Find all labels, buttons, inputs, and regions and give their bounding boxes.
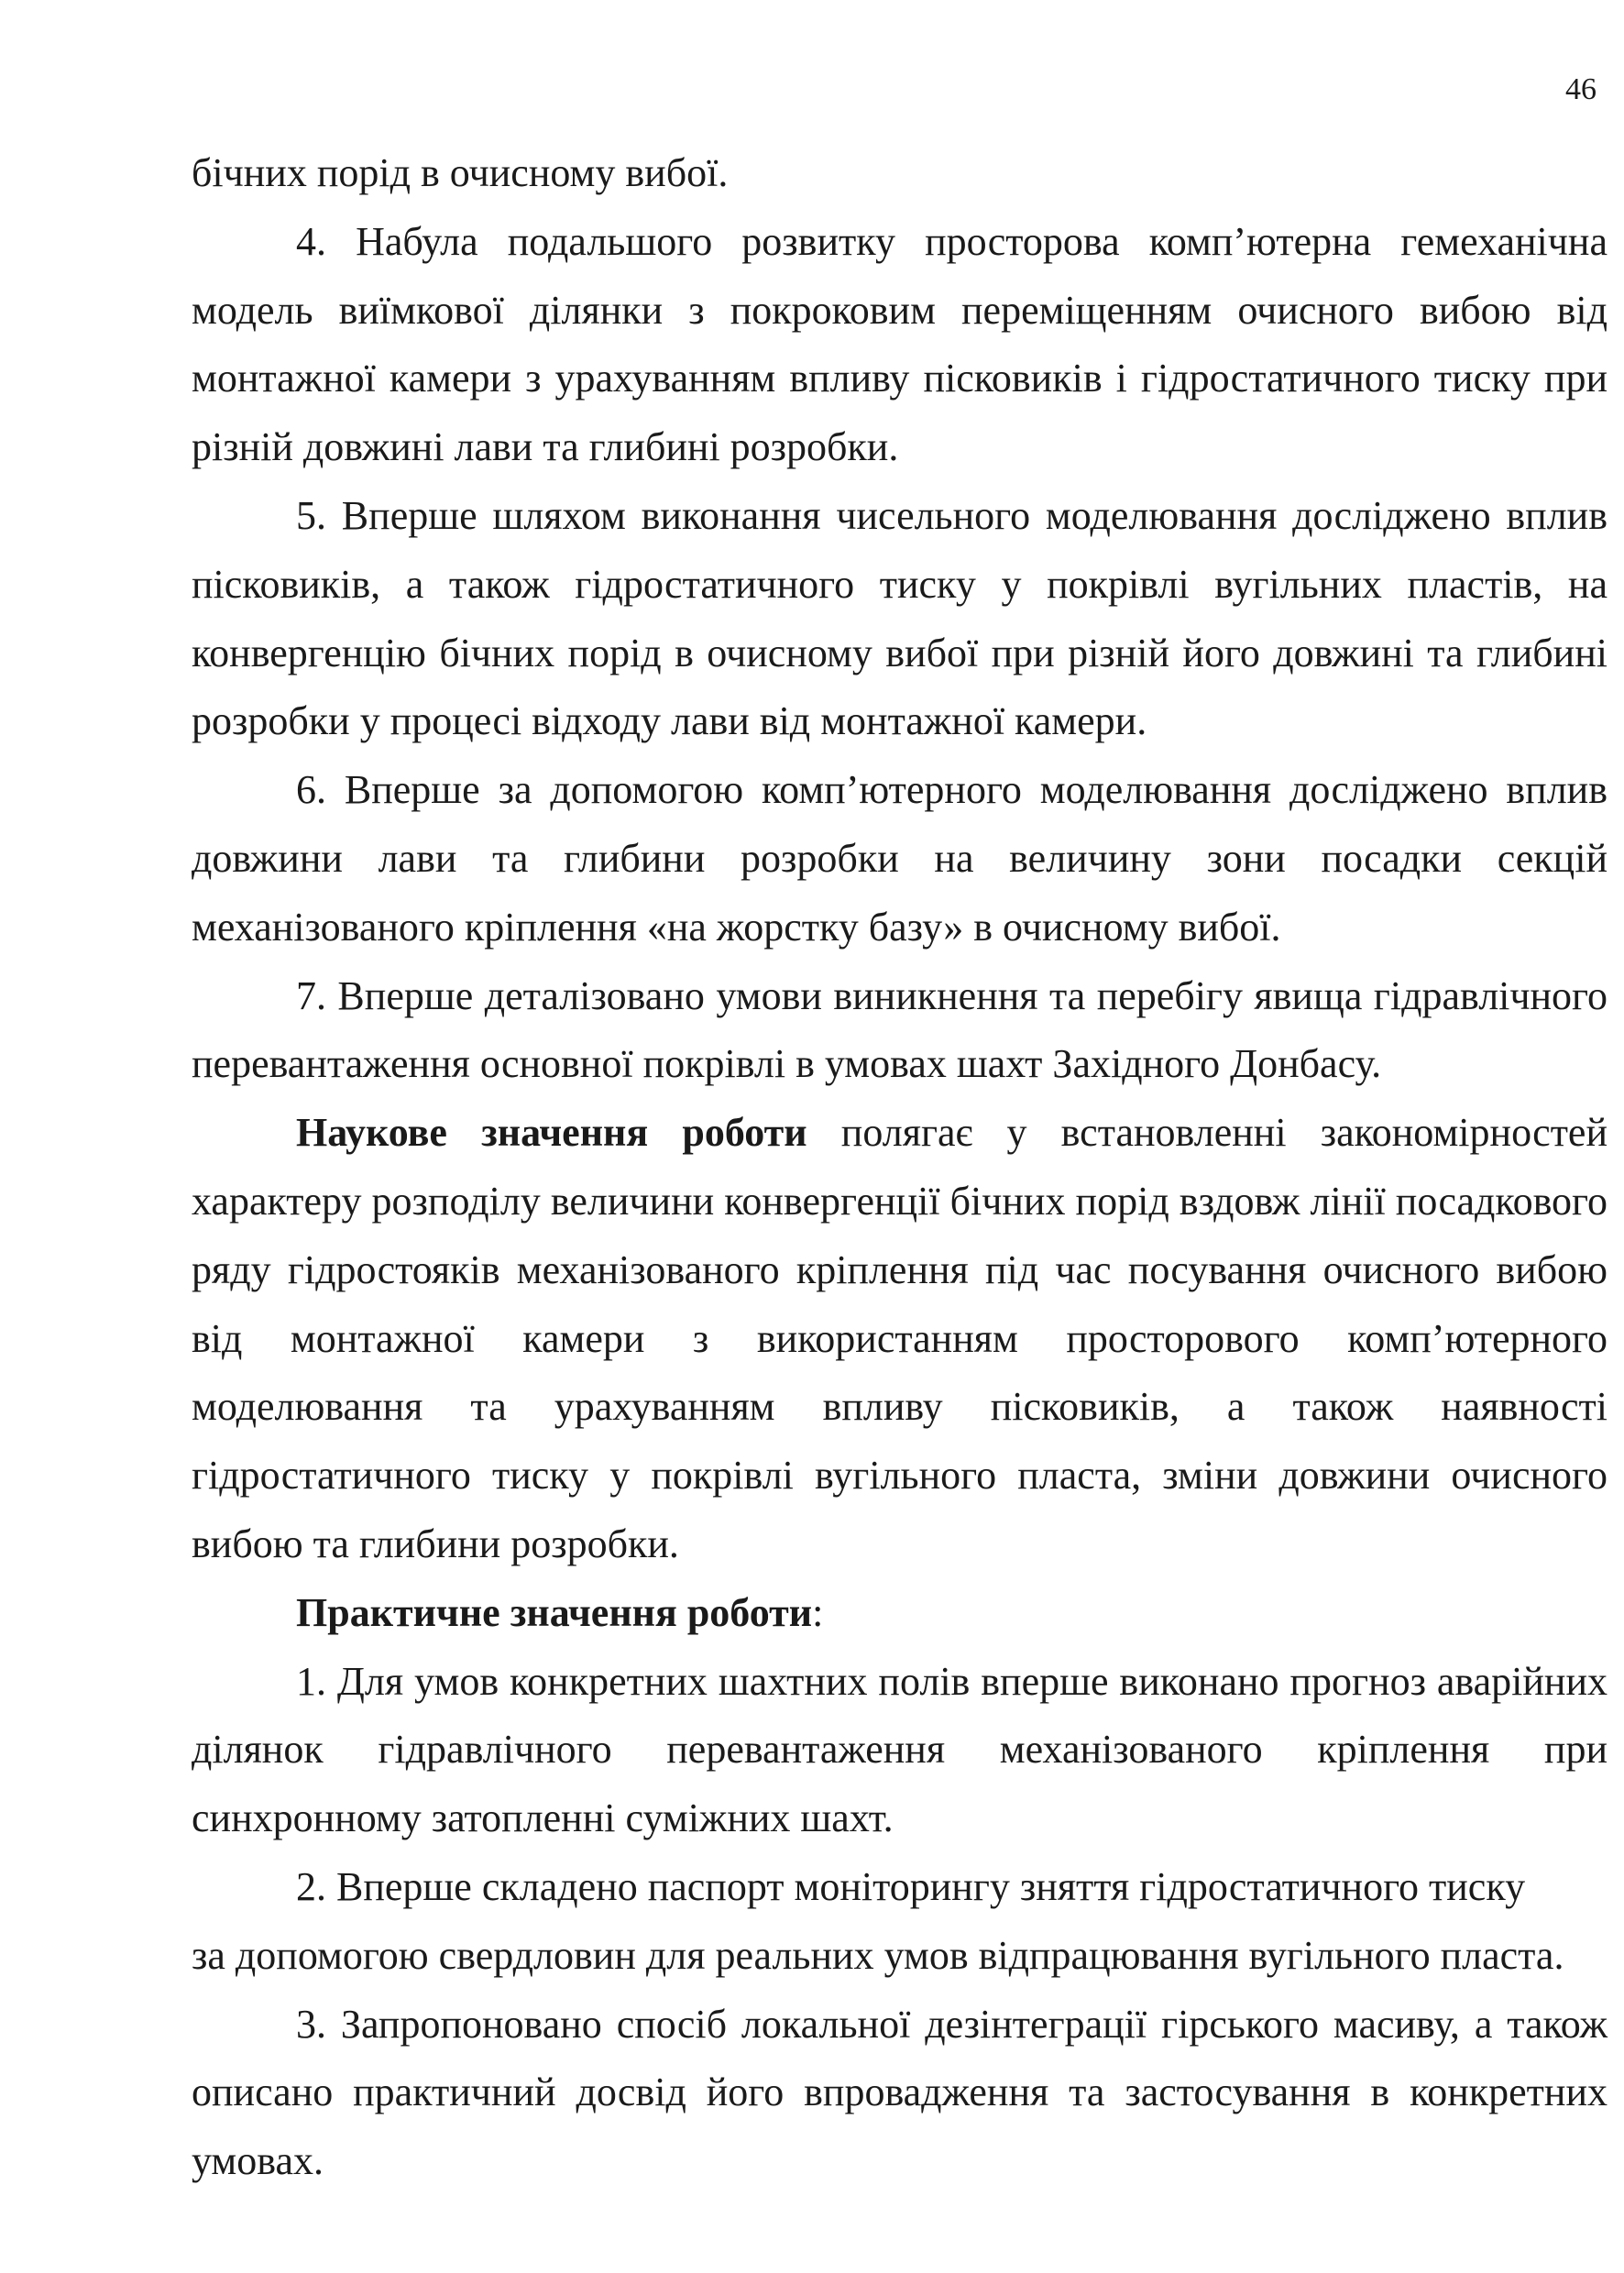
page-number: 46 bbox=[1565, 72, 1597, 106]
practical-significance-heading: Практичне значення роботи bbox=[296, 1589, 813, 1635]
paragraph-practical-2-line1: 2. Вперше складено паспорт моніторингу зняття гідростатичного тиску bbox=[296, 1863, 1526, 1909]
paragraph-practical-2-line2: за допомогою свердловин для реальних умов відпрацювання вугільного пласта. bbox=[192, 1932, 1564, 1978]
paragraph-practical-1: 1. Для умов конкретних шахтних полів вперше виконано прогноз аварійних ділянок гідравлічного перевантаження механізованого кріплення при синхронному затопленні суміжних шахт. bbox=[192, 1658, 1608, 1841]
paragraph-practical-significance-heading bbox=[192, 1579, 1608, 1648]
practical-significance-colon: : bbox=[812, 1589, 824, 1635]
paragraph-novelty-5: 5. Вперше шляхом виконання чисельного моделювання досліджено вплив пісковиків, а також гідростатичного тиску у покрівлі вугільних пластів, на конвергенцію бічних порід в очисному вибої при різній його довжині та глибині розробки у процесі відходу лави від монтажної камери. bbox=[192, 492, 1608, 744]
paragraph-novelty-6: 6. Вперше за допомогою комп’ютерного моделювання досліджено вплив довжини лави та глибини розробки на величину зони посадки секцій механізованого кріплення «на жорстку базу» в очисному вибої. bbox=[192, 767, 1608, 950]
paragraph-continuation: бічних порід в очисному вибої. bbox=[192, 150, 729, 195]
document-body bbox=[192, 139, 1608, 2196]
paragraph-scientific-significance bbox=[192, 1099, 1608, 1579]
paragraph-novelty-7: 7. Вперше деталізовано умови виникнення та перебігу явища гідравлічного перевантаження основної покрівлі в умовах шахт Західного Донбасу. bbox=[192, 972, 1608, 1087]
paragraph-practical-3: 3. Запропоновано спосіб локальної дезінтеграції гірського масиву, а також описано практичний досвід його впровадження та застосування в конкретних умовах. bbox=[192, 2001, 1608, 2184]
scientific-significance-text: полягає у встановленні закономірностей характеру розподілу величини конвергенції бічних порід вздовж лінії посадкового ряду гідростояків механізованого кріплення під час посування очисного вибою від монтажної камери з використанням просторового комп’ютерного моделювання та урахуванням впливу пісковиків, а також наявності гідростатичного тиску у покрівлі вугільного пласта, зміни довжини очисного вибою та глибини розробки. bbox=[192, 1110, 1608, 1566]
scientific-significance-heading: Наукове значення роботи bbox=[296, 1110, 807, 1156]
paragraph-novelty-4: 4. Набула подальшого розвитку просторова комп’ютерна гемеханічна модель виїмкової ділянки з покроковим переміщенням очисного вибою від монтажної камери з урахуванням впливу пісковиків і гідростатичного тиску при різній довжині лави та глибині розробки. bbox=[192, 218, 1608, 470]
